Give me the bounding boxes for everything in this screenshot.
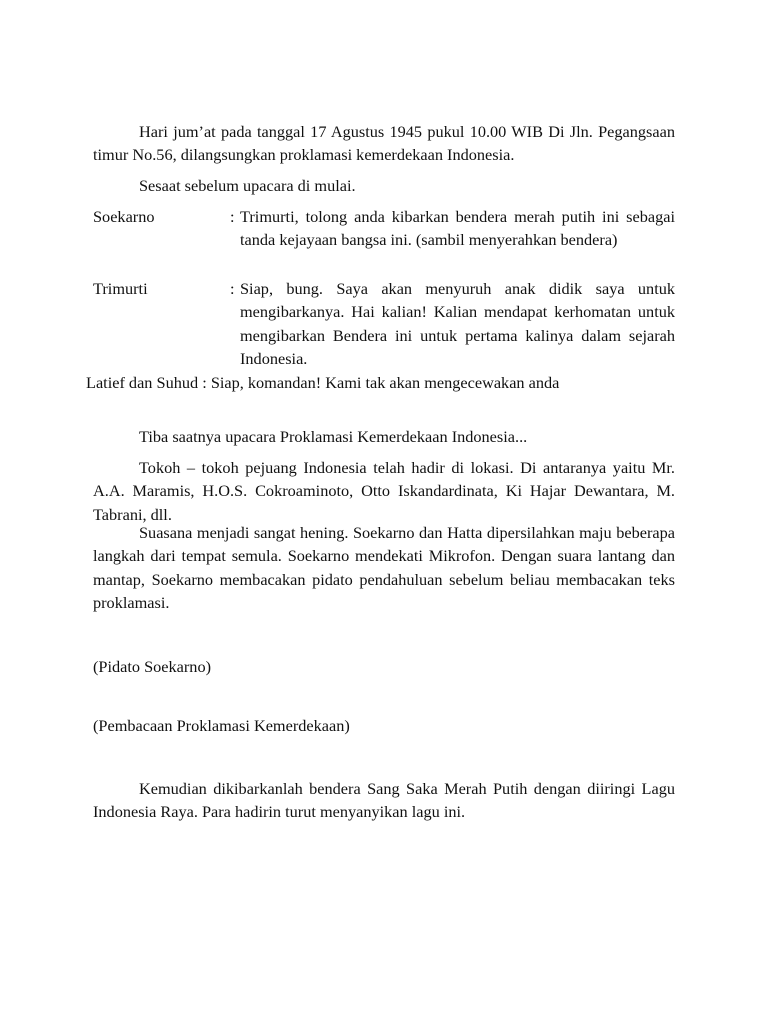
paragraph-flag-raising: Kemudian dikibarkanlah bendera Sang Saka Merah Putih dengan diiringi Lagu Indonesia Raya. Para hadirin turut menyanyikan lagu ini. [93,779,675,822]
paragraph-figures: Tokoh – tokoh pejuang Indonesia telah hadir di lokasi. Di antaranya yaitu Mr. A.A. Maramis, H.O.S. Cokroaminoto, Otto Iskandardinata, Ki Hajar Dewantara, M. Tabrani, dll. [93,458,675,524]
stage-note-proclamation: (Pembacaan Proklamasi Kemerdekaan) [93,716,350,735]
speech [230,205,675,252]
speech-text: : Siap, komandan! Kami tak akan mengecewakan anda [202,373,560,392]
speech [230,277,675,370]
speech-colon: : [230,279,235,298]
dialog-latief-suhud [86,371,559,394]
paragraph-before-ceremony: Sesaat sebelum upacara di mulai. [139,176,356,195]
paragraph-atmosphere: Suasana menjadi sangat hening. Soekarno dan Hatta dipersilahkan maju beberapa langkah dari tempat semula. Soekarno mendekati Mikrofon. Dengan suara lantang dan mantap, Soekarno membacakan pidato pendahuluan sebelum beliau membacakan teks proklamasi. [93,523,675,612]
speaker-name: Trimurti [93,279,148,298]
speaker-name: Soekarno [93,207,155,226]
speech-text: Trimurti, tolong anda kibarkan bendera merah putih ini sebagai tanda kejayaan bangsa ini. (sambil menyerahkan bendera) [240,207,675,250]
speech-colon: : [230,207,235,226]
paragraph-opening: Hari jum’at pada tanggal 17 Agustus 1945 pukul 10.00 WIB Di Jln. Pegangsaan timur No.56, dilangsungkan proklamasi kemerdekaan Indonesia. [93,122,675,165]
stage-note-speech: (Pidato Soekarno) [93,657,212,676]
paragraph-ceremony-arrives: Tiba saatnya upacara Proklamasi Kemerdekaan Indonesia... [139,427,528,446]
speaker-name: Latief dan Suhud [86,373,199,392]
speech-text: Siap, bung. Saya akan menyuruh anak didik saya untuk mengibarkanya. Hai kalian! Kalian mendapat kerhomatan untuk mengibarkan Bendera ini untuk pertama kalinya dalam sejarah Indonesia. [240,279,675,368]
